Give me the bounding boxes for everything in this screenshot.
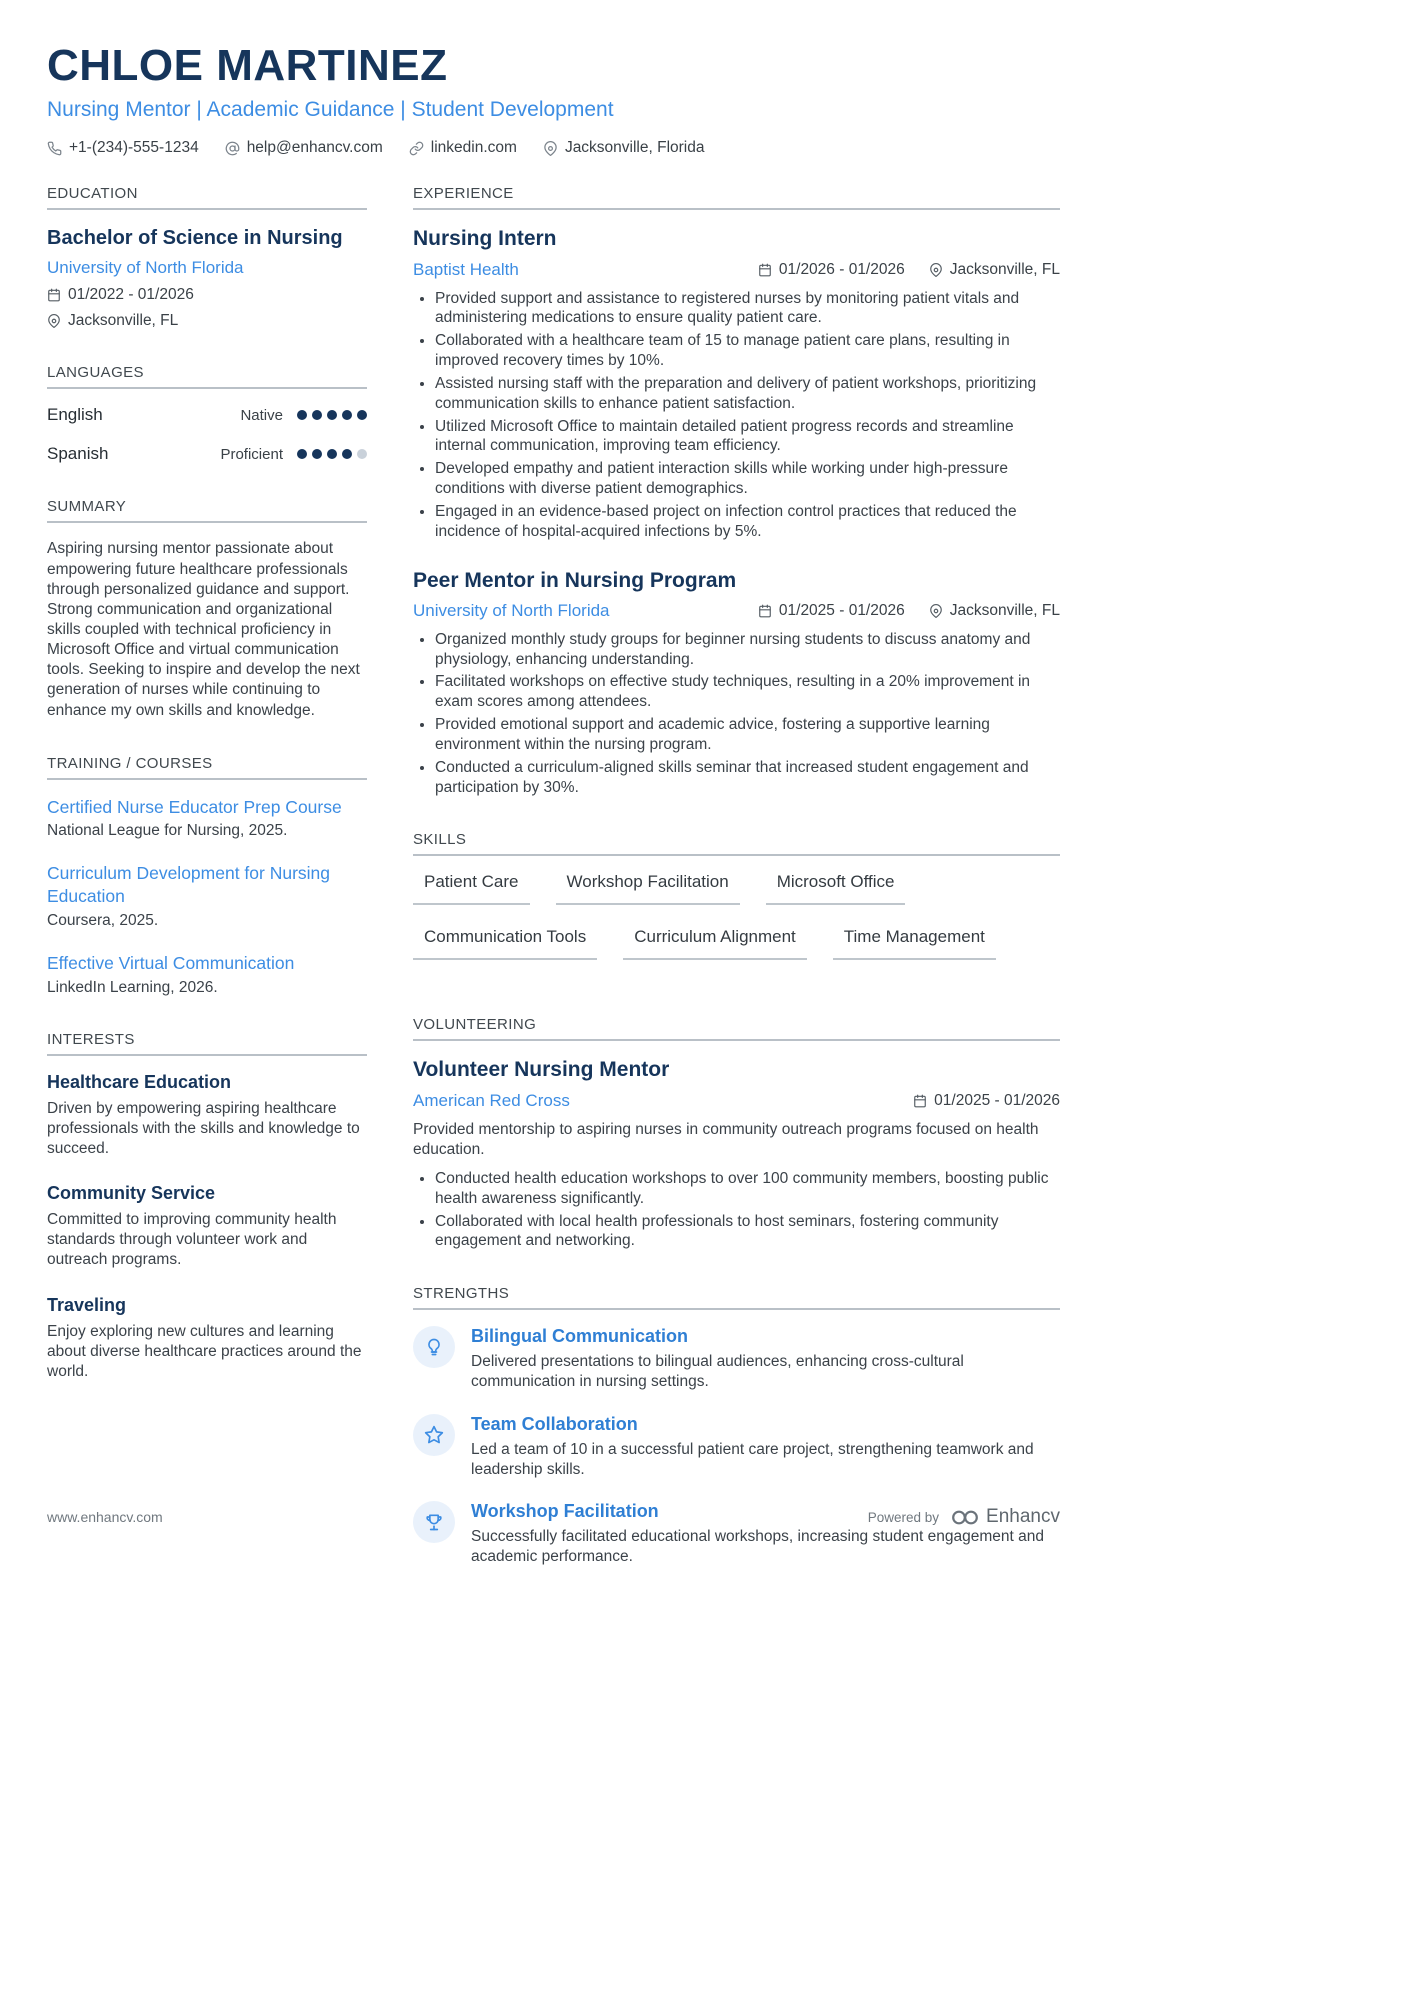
enhancv-brand[interactable] bbox=[951, 1506, 1060, 1528]
skills-row bbox=[413, 927, 1060, 982]
contact-link-text: linkedin.com bbox=[430, 139, 517, 157]
language-proficiency-dots bbox=[297, 410, 367, 420]
experience-section-heading: EXPERIENCE bbox=[413, 185, 1060, 210]
job-bullet: • Assisted nursing staff with the preparation and delivery of patient workshops, prioritizing communication skills to enhance patient satisfaction. bbox=[435, 374, 1060, 414]
contact-link[interactable] bbox=[409, 139, 517, 157]
interest-text: Committed to improving community health standards through volunteer work and outreach programs. bbox=[47, 1211, 337, 1269]
education-dates-text: 01/2022 - 01/2026 bbox=[68, 286, 194, 304]
training-section-heading: TRAINING / COURSES bbox=[47, 755, 367, 780]
strength-text: Led a team of 10 in a successful patient care project, strengthening teamwork and leadership skills. bbox=[471, 1440, 1034, 1478]
volunteering-title: Volunteer Nursing Mentor bbox=[413, 1058, 670, 1082]
calendar-icon bbox=[47, 288, 61, 302]
experience-section bbox=[413, 185, 1060, 797]
job-company: Baptist Health bbox=[413, 259, 519, 279]
candidate-title: Nursing Mentor | Academic Guidance | Student Development bbox=[47, 98, 614, 122]
course-title: Effective Virtual Communication bbox=[47, 952, 295, 973]
job-meta bbox=[413, 260, 1060, 280]
volunteering-dates-text: 01/2025 - 01/2026 bbox=[934, 1091, 1060, 1109]
volunteering-organization: American Red Cross bbox=[413, 1090, 570, 1110]
contact-phone-text: +1-(234)-555-1234 bbox=[69, 139, 199, 157]
strength-title: Workshop Facilitation bbox=[471, 1500, 659, 1521]
at-sign-icon bbox=[225, 141, 240, 156]
interest-title: Traveling bbox=[47, 1294, 127, 1315]
summary-section-heading: SUMMARY bbox=[47, 498, 367, 523]
lightbulb-icon bbox=[424, 1337, 444, 1357]
skills-section-heading: SKILLS bbox=[413, 831, 1060, 856]
language-row bbox=[47, 444, 367, 464]
skill-item: Time Management bbox=[833, 927, 996, 960]
experience-entry bbox=[413, 226, 1060, 541]
job-bullet-list bbox=[413, 630, 1060, 798]
interests-section-heading: INTERESTS bbox=[47, 1031, 367, 1056]
language-level: Native bbox=[240, 406, 283, 424]
proficiency-dot bbox=[342, 410, 352, 420]
job-dates-text: 01/2025 - 01/2026 bbox=[778, 601, 905, 619]
job-bullet: • Utilized Microsoft Office to maintain detailed patient progress records and streamline internal communication, improving team efficiency. bbox=[435, 417, 1060, 457]
experience-entry bbox=[413, 568, 1060, 798]
course-item bbox=[47, 952, 367, 997]
strength-badge bbox=[413, 1326, 455, 1368]
education-dates bbox=[47, 286, 367, 304]
volunteering-bullet: • Collaborated with local health professionals to host seminars, fostering community engagement and networking. bbox=[435, 1212, 1060, 1252]
job-dates-text: 01/2026 - 01/2026 bbox=[778, 260, 905, 278]
summary-text: Aspiring nursing mentor passionate about empowering future healthcare professionals through personalized guidance and support. Strong communication and organizational skills coupled with technical proficiency in Microsoft Office and virtual communication tools. Seeking to inspire and develop the next generation of nurses while continuing to enhance my own skills and knowledge. bbox=[47, 540, 360, 719]
course-provider: LinkedIn Learning, 2026. bbox=[47, 978, 218, 996]
language-proficiency-dots bbox=[297, 449, 367, 459]
job-bullet: • Organized monthly study groups for beginner nursing students to discuss anatomy and physiology, enhancing understanding. bbox=[435, 630, 1060, 670]
volunteering-entry bbox=[413, 1057, 1060, 1251]
course-title: Certified Nurse Educator Prep Course bbox=[47, 796, 342, 817]
proficiency-dot bbox=[327, 410, 337, 420]
interest-item bbox=[47, 1072, 367, 1159]
interest-item bbox=[47, 1183, 367, 1270]
enhancv-brand-text: Enhancv bbox=[986, 1506, 1060, 1527]
job-bullet: • Collaborated with a healthcare team of 15 to manage patient care plans, resulting in improved recovery times by 10%. bbox=[435, 331, 1060, 371]
interest-text: Driven by empowering aspiring healthcare professionals with the skills and knowledge to succeed. bbox=[47, 1099, 360, 1157]
proficiency-dot bbox=[357, 410, 367, 420]
job-company: University of North Florida bbox=[413, 600, 610, 620]
volunteering-section bbox=[413, 1016, 1060, 1251]
languages-section-heading: LANGUAGES bbox=[47, 364, 367, 389]
languages-section bbox=[47, 364, 367, 464]
job-meta bbox=[413, 601, 1060, 621]
job-bullet: • Engaged in an evidence-based project on infection control practices that reduced the incidence of hospital-acquired infections by 5%. bbox=[435, 502, 1060, 542]
star-icon bbox=[424, 1425, 444, 1445]
education-school: University of North Florida bbox=[47, 258, 244, 278]
job-bullet: • Conducted a curriculum-aligned skills seminar that increased student engagement and participation by 30%. bbox=[435, 758, 1060, 798]
language-name: English bbox=[47, 405, 103, 425]
volunteering-bullet-list bbox=[413, 1169, 1060, 1251]
calendar-icon bbox=[758, 263, 772, 277]
language-level: Proficient bbox=[220, 445, 283, 463]
right-column bbox=[413, 185, 1060, 1601]
resume-content bbox=[47, 0, 1060, 1601]
language-name: Spanish bbox=[47, 444, 109, 464]
course-item bbox=[47, 862, 367, 930]
contact-phone[interactable] bbox=[47, 139, 199, 157]
volunteering-bullet: • Conducted health education workshops to over 100 community members, boosting public health awareness significantly. bbox=[435, 1169, 1060, 1209]
interests-section bbox=[47, 1031, 367, 1382]
skills-row bbox=[413, 872, 1060, 927]
skill-item: Patient Care bbox=[413, 872, 530, 905]
footer-branding bbox=[868, 1506, 1060, 1528]
course-provider: Coursera, 2025. bbox=[47, 911, 159, 929]
training-section bbox=[47, 755, 367, 997]
job-location bbox=[929, 261, 1060, 279]
left-column bbox=[47, 185, 367, 1601]
job-title: Nursing Intern bbox=[413, 227, 557, 251]
skill-item: Workshop Facilitation bbox=[556, 872, 740, 905]
job-dates bbox=[758, 261, 905, 279]
interest-item bbox=[47, 1295, 367, 1382]
location-pin-icon bbox=[929, 604, 943, 618]
course-title: Curriculum Development for Nursing Education bbox=[47, 863, 331, 907]
course-provider: National League for Nursing, 2025. bbox=[47, 822, 288, 840]
contact-location bbox=[543, 139, 705, 157]
education-section-heading: EDUCATION bbox=[47, 185, 367, 210]
strength-badge bbox=[413, 1414, 455, 1456]
job-location-text: Jacksonville, FL bbox=[949, 601, 1060, 619]
interest-title: Healthcare Education bbox=[47, 1071, 232, 1092]
job-location bbox=[929, 602, 1060, 620]
job-bullet: • Facilitated workshops on effective study techniques, resulting in a 20% improvement in exam scores among attendees. bbox=[435, 672, 1060, 712]
volunteering-section-heading: VOLUNTEERING bbox=[413, 1016, 1060, 1041]
contact-location-text: Jacksonville, Florida bbox=[564, 139, 705, 157]
proficiency-dot bbox=[327, 449, 337, 459]
location-pin-icon bbox=[929, 263, 943, 277]
strength-body bbox=[471, 1326, 1060, 1392]
strengths-section-heading: STRENGTHS bbox=[413, 1285, 1060, 1310]
volunteering-dates bbox=[913, 1092, 1060, 1110]
calendar-icon bbox=[913, 1094, 927, 1108]
proficiency-dot bbox=[312, 410, 322, 420]
language-row bbox=[47, 405, 367, 425]
job-location-text: Jacksonville, FL bbox=[949, 260, 1060, 278]
resume-columns bbox=[47, 185, 1060, 1601]
proficiency-dot bbox=[342, 449, 352, 459]
skill-item: Curriculum Alignment bbox=[623, 927, 807, 960]
resume-header bbox=[47, 42, 1060, 157]
education-section bbox=[47, 185, 367, 330]
volunteering-description: Provided mentorship to aspiring nurses in community outreach programs focused on health education. bbox=[413, 1120, 1039, 1158]
proficiency-dot bbox=[297, 449, 307, 459]
link-icon bbox=[409, 141, 424, 156]
volunteering-meta bbox=[413, 1091, 1060, 1111]
strength-item bbox=[413, 1414, 1060, 1480]
candidate-name: CHLOE MARTINEZ bbox=[47, 41, 448, 90]
strength-text: Delivered presentations to bilingual audiences, enhancing cross-cultural communication in nursing settings. bbox=[471, 1353, 964, 1391]
calendar-icon bbox=[758, 604, 772, 618]
location-pin-icon bbox=[543, 141, 558, 156]
interest-text: Enjoy exploring new cultures and learning about diverse healthcare practices around the world. bbox=[47, 1322, 362, 1380]
skills-section bbox=[413, 831, 1060, 982]
powered-by-label: Powered by bbox=[867, 1509, 940, 1525]
job-bullet: • Provided support and assistance to registered nurses by monitoring patient vitals and administering medications to ensure quality patient care. bbox=[435, 289, 1060, 329]
proficiency-dot bbox=[357, 449, 367, 459]
strength-title: Team Collaboration bbox=[471, 1413, 638, 1434]
page-footer bbox=[47, 1506, 1060, 1528]
job-meta-right bbox=[758, 602, 1060, 620]
enhancv-logo-icon bbox=[951, 1510, 979, 1525]
job-title: Peer Mentor in Nursing Program bbox=[413, 568, 737, 592]
course-item bbox=[47, 796, 367, 841]
strength-body bbox=[471, 1414, 1060, 1480]
summary-section bbox=[47, 498, 367, 720]
interest-title: Community Service bbox=[47, 1183, 216, 1204]
footer-url[interactable]: www.enhancv.com bbox=[47, 1509, 163, 1525]
education-location-text: Jacksonville, FL bbox=[68, 312, 179, 330]
contact-row bbox=[47, 139, 1060, 157]
job-bullet: • Provided emotional support and academic advice, fostering a supportive learning environment within the nursing program. bbox=[435, 715, 1060, 755]
job-bullet: • Developed empathy and patient interaction skills while working under high-pressure conditions with diverse patient demographics. bbox=[435, 459, 1060, 499]
contact-email[interactable] bbox=[225, 139, 383, 157]
job-meta-right bbox=[758, 261, 1060, 279]
location-pin-icon bbox=[47, 314, 61, 328]
skill-item: Microsoft Office bbox=[766, 872, 906, 905]
strength-item bbox=[413, 1326, 1060, 1392]
volunteering-meta-right bbox=[913, 1092, 1060, 1110]
job-dates bbox=[758, 602, 905, 620]
strength-text: Successfully facilitated educational workshops, increasing student engagement and academic performance. bbox=[471, 1527, 1044, 1565]
skill-item: Communication Tools bbox=[413, 927, 597, 960]
phone-icon bbox=[47, 141, 62, 156]
proficiency-dot bbox=[297, 410, 307, 420]
proficiency-dot bbox=[312, 449, 322, 459]
education-degree: Bachelor of Science in Nursing bbox=[47, 227, 343, 250]
contact-email-text: help@enhancv.com bbox=[246, 139, 383, 157]
job-bullet-list bbox=[413, 289, 1060, 542]
strength-title: Bilingual Communication bbox=[471, 1326, 689, 1347]
education-location bbox=[47, 312, 367, 330]
